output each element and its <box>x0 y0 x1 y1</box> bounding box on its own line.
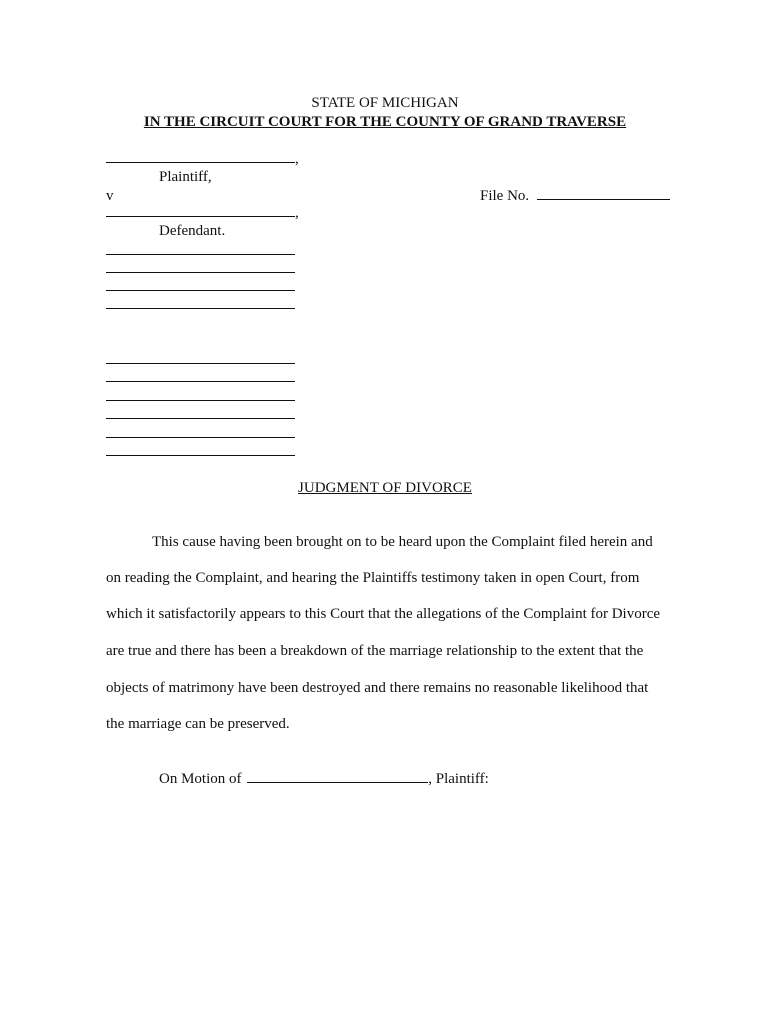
motion-line <box>159 770 489 788</box>
body-line-1: This cause having been brought on to be heard upon the Complaint filed herein and <box>152 534 653 550</box>
document-title: JUDGMENT OF DIVORCE <box>298 480 472 496</box>
plaintiff-label: Plaintiff, <box>159 169 212 185</box>
body-line-2: on reading the Complaint, and hearing the Plaintiffs testimony taken in open Court, from <box>106 570 640 586</box>
body-line-4: are true and there has been a breakdown of the marriage relationship to the extent that the <box>106 643 644 659</box>
attorney-line-4[interactable] <box>106 308 295 309</box>
defendant-name-blank[interactable] <box>106 216 295 217</box>
address-line-4[interactable] <box>106 418 295 419</box>
plaintiff-name-blank[interactable] <box>106 162 295 163</box>
motion-suffix: , Plaintiff: <box>428 771 489 787</box>
file-no-label: File No. <box>480 188 530 204</box>
motion-plaintiff-blank[interactable] <box>247 770 428 783</box>
defendant-comma: , <box>295 205 299 221</box>
court-heading: IN THE CIRCUIT COURT FOR THE COUNTY OF GRAND TRAVERSE <box>143 114 627 130</box>
state-heading: STATE OF MICHIGAN <box>311 95 459 111</box>
address-line-6[interactable] <box>106 455 295 456</box>
address-line-5[interactable] <box>106 437 295 438</box>
attorney-line-3[interactable] <box>106 290 295 291</box>
address-line-2[interactable] <box>106 381 295 382</box>
address-line-3[interactable] <box>106 400 295 401</box>
motion-prefix: On Motion of <box>159 771 242 787</box>
attorney-line-1[interactable] <box>106 254 295 255</box>
body-line-3: which it satisfactorily appears to this Court that the allegations of the Complaint for Divorce <box>106 606 661 622</box>
file-no-row <box>480 187 670 205</box>
defendant-label: Defendant. <box>159 223 226 239</box>
body-line-5: objects of matrimony have been destroyed and there remains no reasonable likelihood that <box>106 680 649 696</box>
attorney-line-2[interactable] <box>106 272 295 273</box>
file-no-blank[interactable] <box>537 187 670 200</box>
versus-label: v <box>106 188 114 204</box>
plaintiff-comma: , <box>295 151 299 167</box>
address-line-1[interactable] <box>106 363 295 364</box>
body-line-6: the marriage can be preserved. <box>106 716 290 732</box>
